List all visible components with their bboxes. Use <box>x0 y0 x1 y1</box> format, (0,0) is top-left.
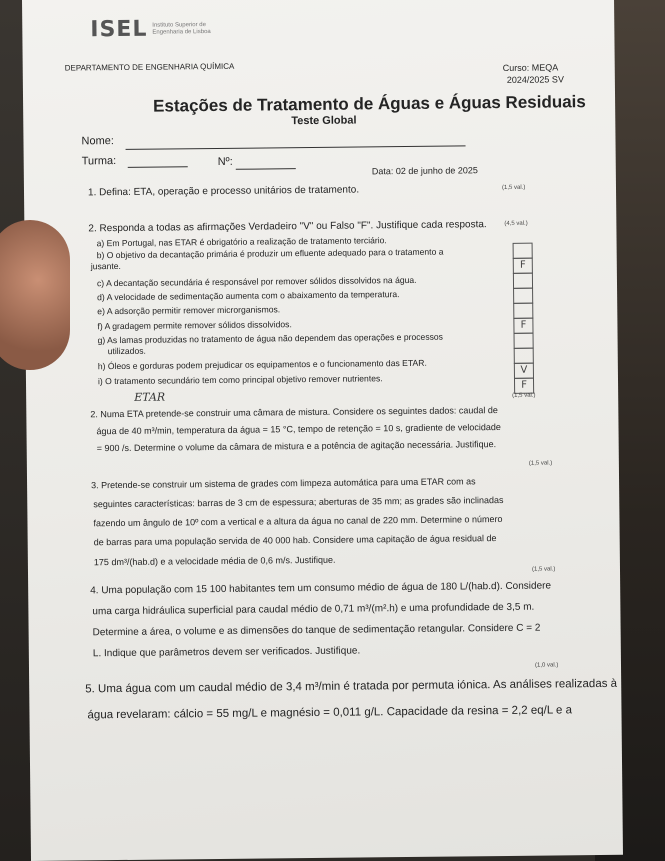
statement-b-cont: jusante. <box>90 260 121 272</box>
question-4-line-1: 3. Pretende-se construir um sistema de grades com limpeza automática para uma ETAR com as <box>91 476 476 491</box>
question-5-line-3: Determine a área, o volume e as dimensões do tanque de sedimentação retangular. Considere C = 2 <box>92 622 541 639</box>
number-label: Nº: <box>217 155 233 168</box>
question-3-line-3: = 900 /s. Determine o volume da câmara de mistura e a potência de agitação necessária. Justifique. <box>96 439 497 454</box>
class-label: Turma: <box>81 155 117 168</box>
question-2-points: (4,5 val.) <box>504 220 528 227</box>
statement-a: a) Em Portugal, nas ETAR é obrigatório a realização de tratamento terciário. <box>96 235 387 249</box>
statement-b: b) O objetivo da decantação primária é produzir um efluente adequado para o tratamento a <box>96 246 444 261</box>
exam-subtitle: Teste Global <box>291 114 357 128</box>
name-label: Nome: <box>81 135 114 148</box>
statement-g: g) As lamas produzidas no tratamento de água não dependem das operações e processos <box>97 331 444 346</box>
logo-subtitle: Instituto Superior de Engenharia de Lisboa <box>152 22 211 36</box>
question-5-line-2: uma carga hidráulica superficial para caudal médio de 0,71 m³/(m².h) e uma profundidade de 3,5 m. <box>92 601 535 618</box>
question-6-line-2: água revelaram: cálcio = 55 mg/L e magnésio = 0,011 g/L. Capacidade da resina = 2,2 eq/L e a <box>87 704 573 722</box>
statement-d: d) A velocidade de sedimentação aumenta com o abaixamento da temperatura. <box>97 289 400 303</box>
statement-i: i) O tratamento secundário tem como principal objetivo remover nutrientes. <box>97 373 383 387</box>
class-field-line <box>128 166 188 168</box>
answer-box-g2[interactable] <box>514 348 534 364</box>
statement-c: c) A decantação secundária é responsável por remover sólidos dissolvidos na água. <box>96 274 417 289</box>
answer-box-i[interactable]: F <box>514 378 534 394</box>
answer-box-a[interactable] <box>513 243 533 259</box>
holding-thumb <box>0 220 70 370</box>
answer-box-b[interactable]: F <box>513 258 533 274</box>
number-field-line <box>236 168 296 170</box>
question-3-line-2: água de 40 m³/min, temperatura da água = 15 °C, tempo de retenção = 10 s, gradiente de velocidade <box>96 422 501 437</box>
question-6-line-1: 5. Uma água com um caudal médio de 3,4 m³/min é tratada por permuta iónica. As análises realizadas à <box>85 677 618 696</box>
answer-box-h[interactable]: V <box>514 363 534 379</box>
answer-box-d[interactable] <box>513 288 533 304</box>
question-3-line-1: 2. Numa ETA pretende-se construir uma câmara de mistura. Considere os seguintes dados: caudal de <box>90 405 498 420</box>
name-field-line <box>126 145 466 150</box>
statement-h: h) Óleos e gorduras podem prejudicar os equipamentos e o funcionamento das ETAR. <box>97 357 427 372</box>
question-4-line-4: de barras para uma população servida de 40 000 hab. Considere uma capitação de água residual de <box>93 533 497 548</box>
answer-box-c[interactable] <box>513 273 533 289</box>
department: DEPARTAMENTO DE ENGENHARIA QUÍMICA <box>64 61 235 73</box>
question-3-points: (1,5 val.) <box>512 392 536 399</box>
question-5-points: (1,5 val.) <box>531 566 556 573</box>
answer-box-e[interactable] <box>513 303 533 319</box>
question-4-line-3: fazendo um ângulo de 10º com a vertical e a altura da água no canal de 220 mm. Determine o número <box>93 513 503 529</box>
question-5-line-4: L. Indique que parâmetros devem ser verificados. Justifique. <box>92 645 361 660</box>
question-1-points: (1,5 val.) <box>501 184 526 191</box>
academic-year: 2024/2025 SV <box>506 74 564 85</box>
question-4-line-2: seguintes características: barras de 3 cm de espessura; aberturas de 35 mm; as grades são inclinadas <box>93 494 504 510</box>
answer-box-g[interactable] <box>514 333 534 349</box>
course: Curso: MEQA <box>502 62 559 73</box>
isel-logo: ISEL <box>90 16 148 43</box>
question-4-line-5: 175 dm³/(hab.d) e a velocidade média de 0,6 m/s. Justifique. <box>93 554 336 568</box>
question-6-points: (1,0 val.) <box>534 662 559 669</box>
exam-date: Data: 02 de junho de 2025 <box>371 165 478 177</box>
statement-f: f) A gradagem permite remover sólidos dissolvidos. <box>97 319 292 332</box>
question-5-line-1: 4. Uma população com 15 100 habitantes tem um consumo médio de água de 180 L/(hab.d). Considere <box>90 580 552 597</box>
statement-e: e) A adsorção permitir remover microrganismos. <box>97 304 281 317</box>
statement-g-cont: utilizados. <box>107 345 146 357</box>
answer-box-f[interactable]: F <box>513 318 533 334</box>
question-2-intro: 2. Responda a todas as afirmações Verdadeiro "V" ou Falso "F". Justifique cada resposta. <box>88 219 487 235</box>
question-1: 1. Defina: ETA, operação e processo unitários de tratamento. <box>87 184 360 199</box>
question-4-points: (1,5 val.) <box>528 460 553 467</box>
exam-sheet <box>22 0 623 861</box>
exam-title: Estações de Tratamento de Águas e Águas Residuais <box>153 92 586 116</box>
handwritten-note: ETAR <box>134 390 166 404</box>
